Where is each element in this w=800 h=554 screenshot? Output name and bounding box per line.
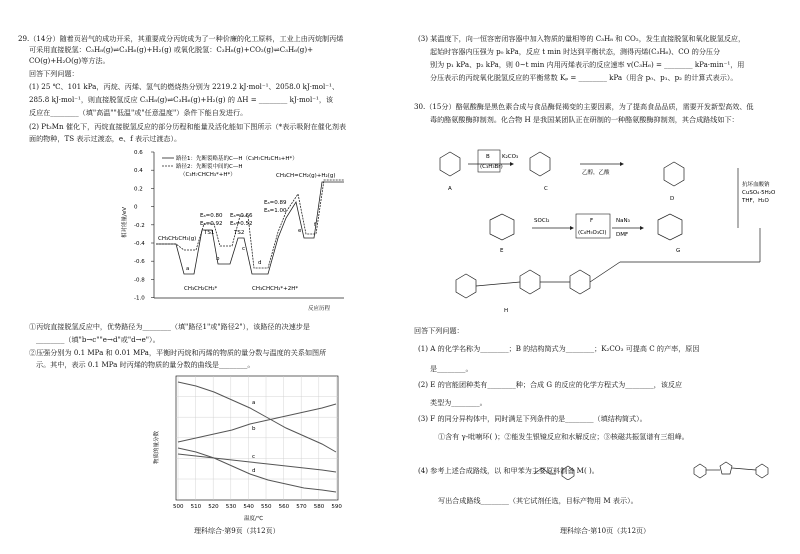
box-b-label: B (486, 154, 490, 160)
intermediate-low2: CH₃CHCH₃*+2H* (252, 286, 299, 292)
compound-e-ring (490, 214, 514, 240)
r3: (3) F 的同分异构体中，同时满足下列条件的是________（填结构简式）。 (418, 414, 647, 423)
compound-h-ring3 (570, 270, 590, 294)
ea-label-6: Eₐ=1.00 (264, 208, 287, 214)
q29-p1a: (1) 25 ℃、101 kPa，丙烷、丙烯、氢气的燃烧热分别为 2219.2 kJ·mol⁻¹、2058.0 kJ·mol⁻¹、 (29, 82, 339, 91)
point-e: e (298, 228, 302, 234)
q29-q1b: ________（填"b→c""e→d"或"d→e"）。 (36, 335, 160, 344)
energy-y-tick-label: 0.4 (134, 168, 143, 175)
right-footer: 理科综合·第10页（共12页） (560, 527, 651, 535)
energy-y-ticks (134, 150, 154, 302)
compound-h-ring2 (520, 270, 540, 294)
q29-p2a: (2) Pt₃Mn 催化下，丙烷直接脱氢反应的部分历程和能量及活化能如下图所示（*表示吸附在催化剂表 (29, 122, 347, 131)
energy-y-tick-label: -1.0 (134, 295, 145, 302)
r1a: (1) A 的化学名称为________；B 的结构简式为________；K₂CO₃ 可提高 C 的产率，原因 (418, 344, 700, 353)
p3b: 起始时容器内压强为 p₀ kPa，反应 t min 时达到平衡状态，测得丙烯(C₃H₆)、CO 的分压分 (430, 47, 721, 56)
compound-a-ring (440, 152, 460, 176)
legend-path1: 路径1：先断裂略基的C—H（C₃H₇CH₂CH₃+H*） (176, 156, 298, 162)
r4b: 写出合成路线________（其它试剂任选，目标产物用 M 表示）。 (438, 496, 638, 505)
fraction-x-tick-label: 520 (208, 504, 219, 510)
compound-c-ring (530, 152, 550, 176)
reagent-socl2: SOCl₂ (534, 218, 550, 224)
box-f-formula: (C₆H₅O₃Cl) (578, 230, 607, 236)
curve-b-label: b (252, 426, 256, 432)
q29-q2a: ②压强分别为 0.1 MPa 和 0.01 MPa，平衡时丙烷和丙烯的物质的量分数与温度的关系如图所 (29, 348, 327, 357)
point-c: c (242, 246, 246, 252)
reagent-cd: 乙醇，乙酸 (582, 170, 610, 176)
point-f: f (314, 222, 316, 228)
species-start: CH₃CH₂CH₃(g) (158, 236, 197, 242)
synthesis-scheme (420, 128, 784, 318)
p3a: (3) 某温度下，向一恒容密闭容器中加入物质的量相等的 C₃H₈ 和 CO₂，发生直接脱氢和氧化脱氢反应， (418, 34, 746, 43)
catalyst-2: CuSO₄·5H₂O (742, 190, 776, 196)
compound-g-ring (658, 214, 682, 240)
curve-d (178, 448, 336, 492)
fraction-x-ticks (173, 504, 342, 510)
fraction-x-tick-label: 560 (278, 504, 290, 510)
r-prompt: 回答下列问题： (414, 326, 464, 335)
r1b: 是________。 (430, 364, 473, 373)
curve-c (178, 454, 336, 472)
point-a: a (186, 266, 190, 272)
mole-fraction-chart (148, 372, 348, 522)
fraction-x-tick-label: 530 (225, 504, 237, 510)
fraction-y-label: 物质的量分数 (154, 430, 160, 464)
fraction-x-tick-label: 580 (313, 504, 325, 510)
energy-y-tick-label: 0.2 (134, 186, 143, 193)
q29-prompt: 回答下列问题： (29, 69, 79, 78)
compound-c-label: C (544, 186, 548, 192)
q29-q2b: 示。其中，表示 0.1 MPa 时丙烯的物质的量分数的曲线是________。 (36, 360, 255, 369)
energy-profile-chart (118, 146, 348, 318)
fraction-x-tick-label: 590 (331, 504, 342, 510)
energy-y-tick-label: -0.6 (134, 259, 145, 266)
q29-line2: 可采用直接脱氢：C₃H₈(g)⇌C₃H₆(g)+H₂(g) 或氧化脱氢：C₃H₈(g)+CO₂(g)⇌C₃H₆(g)+ (29, 45, 314, 54)
box-f-label: F (590, 218, 594, 224)
target-m-structure (690, 456, 780, 482)
compound-h-ring1 (456, 274, 476, 298)
reagent-k2co3: K₂CO₃ (502, 154, 519, 160)
compound-d-ring (664, 162, 684, 186)
compound-g-label: G (676, 248, 681, 254)
fraction-x-tick-label: 550 (261, 504, 272, 510)
fraction-grid (176, 376, 338, 500)
energy-y-tick-label: 0.6 (134, 150, 143, 156)
left-footer: 理科综合·第9页（共12页） (194, 527, 280, 535)
ea-label-2: Eₐ=0.92 (200, 221, 223, 227)
ea-label-4: Eₐ=0.52 (230, 221, 253, 227)
energy-y-tick-label: -0.4 (134, 241, 145, 247)
catalyst-1: 抗坏血酸钠 (742, 182, 770, 188)
q30b: 毒的酪氨酸酶抑制剂。化合物 H 是我国某团队正在研制的一种酪氨酸酶抑制剂，其合成路线如下： (430, 115, 739, 124)
species-end: CH₃CH=CH₂(g)+H₂(g) (276, 173, 336, 179)
q29-p1b: 285.8 kJ·mol⁻¹，则直接脱氢反应 C₃H₈(g)⇌C₃H₆(g)+H₂(g) 的 ΔH = ________ kJ·mol⁻¹，该 (29, 95, 334, 104)
energy-y-label: 相对能量/eV (122, 207, 128, 238)
legend-path2b: （C₃H₇CHCH₃*+H*） (180, 172, 236, 178)
energy-y-tick-label: -0.2 (134, 222, 145, 229)
box-b-formula: (C₃H₃Br) (480, 164, 503, 170)
r3c: ①含有 γ-吡喃环( )；②能发生银镜反应和水解反应；③核磁共振氢谱有三组峰。 (438, 432, 689, 441)
energy-y-tick-label: 0 (134, 204, 138, 211)
curve-b (178, 404, 336, 442)
right-page (414, 0, 786, 554)
fraction-x-tick-label: 540 (243, 504, 254, 510)
ea-label-3: Eₐ=0.66 (230, 213, 253, 219)
r2b: 类型为________。 (430, 398, 487, 407)
ts1-label: TS1 (204, 230, 215, 236)
ts2-label: TS2 (234, 230, 245, 236)
fraction-x-tick-label: 500 (173, 504, 184, 510)
starting-material-structure (532, 460, 592, 480)
compound-d-label: D (670, 196, 675, 202)
intermediate-low1: CH₃CH₂CH₂* (184, 286, 218, 292)
reagent-dmf: DMF (616, 232, 629, 238)
q29-line1: 29.（14分）随着页岩气的成功开采，其重要成分丙烷成为了一种价廉的化工原料，工业上由丙烷制丙烯 (18, 34, 344, 43)
curve-c-label: c (252, 454, 256, 460)
ea-label-1: Eₐ=0.80 (200, 213, 223, 219)
path1-curve (156, 182, 344, 274)
energy-y-tick-label: -0.8 (134, 277, 145, 284)
fraction-x-tick-label: 570 (296, 504, 307, 510)
point-d: d (258, 260, 262, 266)
reagent-nan3: NaN₃ (616, 218, 630, 224)
q29-p1c: 反应在________（填"高温""低温"或"任意温度"）条件下能自发进行。 (29, 108, 248, 117)
p3d: 分压表示的丙烷氧化脱氢反应的平衡常数 Kₚ = ________ kPa（用含 p₀、p₁、p₂ 的计算式表示）。 (430, 73, 738, 82)
q30a: 30.（15分）酪氨酸酶是黑色素合成与食品酶促褐变的主要因素，为了提高食品品质，需要开发新型高效、低 (414, 102, 754, 111)
q29-p2b: 面的物种，TS 表示过渡态，e、f 表示过渡态）。 (29, 134, 182, 143)
compound-a-label: A (448, 186, 452, 192)
ea-label-5: Eₐ=0.89 (264, 200, 287, 206)
curve-a-label: a (252, 400, 256, 406)
energy-x-label: 反应历程 (308, 306, 331, 312)
r2a: (2) E 的官能团种类有________种；合成 G 的反应的化学方程式为________，该反应 (418, 380, 683, 389)
fraction-x-tick-label: 510 (190, 504, 202, 510)
compound-e-label: E (500, 248, 504, 254)
left-page (18, 0, 396, 554)
p3c: 别为 p₁ kPa、p₂ kPa，则 0~t min 内用丙烯表示的反应速率 v(C₃H₆) = ________ kPa·min⁻¹，用 (430, 60, 745, 69)
r4a: (4) 参考上述合成路线，以 和甲苯为主要原料制备 M( )。 (418, 466, 599, 475)
curve-d-label: d (252, 468, 256, 474)
compound-h-label: H (504, 308, 509, 314)
q29-q1a: ①丙烷直接脱氢反应中，优势路径为________（填"路径1"或"路径2"），该路径的决速步是 (29, 322, 310, 331)
point-b: b (216, 256, 220, 262)
q29-line3: CO(g)+H₂O(g)等方法。 (29, 56, 110, 65)
fraction-x-label: 温度/℃ (244, 516, 264, 522)
legend-path2: 路径2：先断裂中间的C—H (176, 164, 243, 170)
catalyst-3: THF，H₂O (742, 198, 769, 204)
